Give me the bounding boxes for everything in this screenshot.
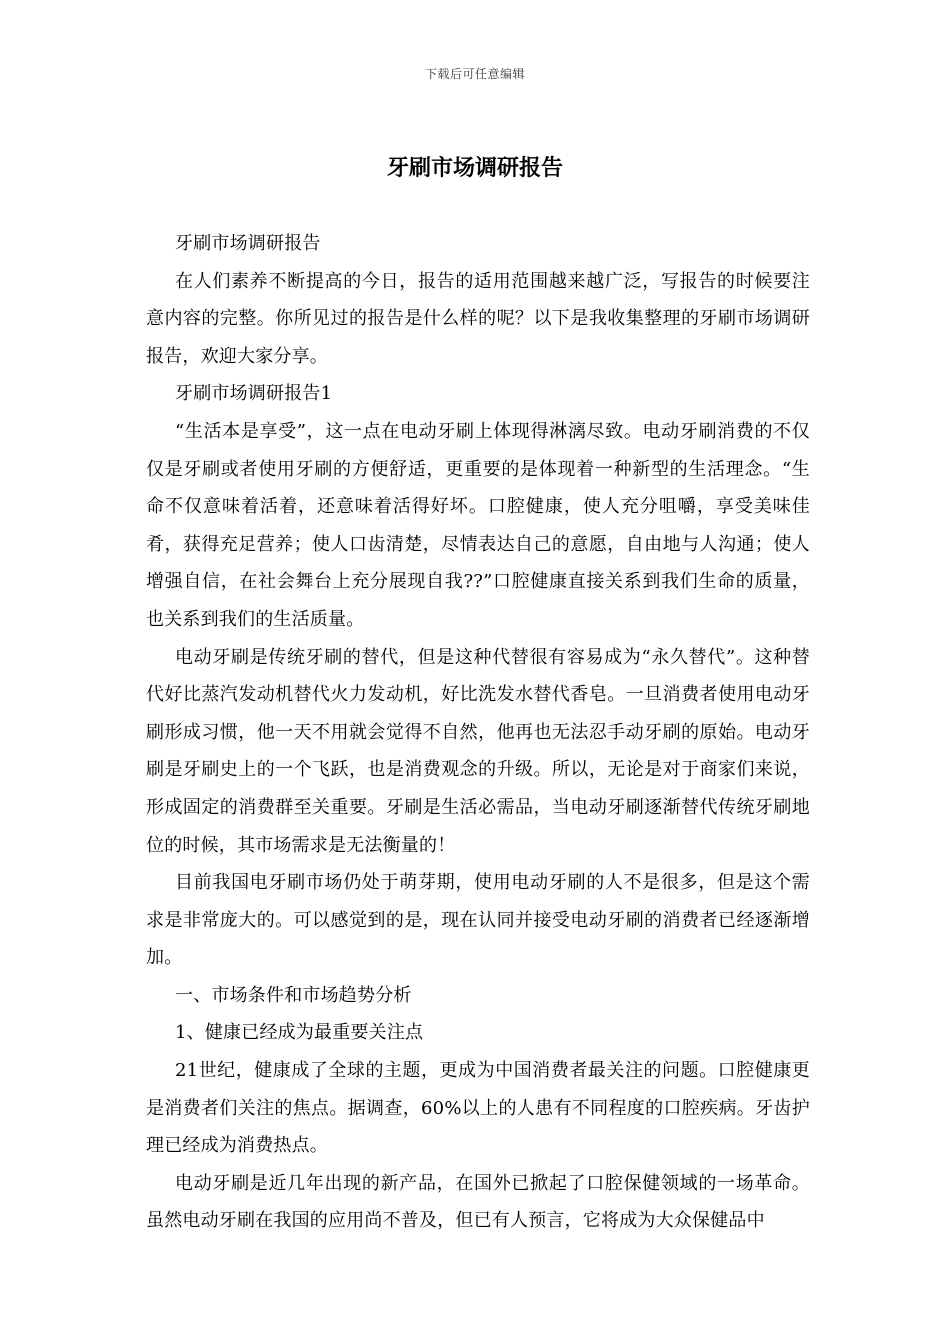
document-title: 牙刷市场调研报告 (386, 155, 563, 181)
paragraph-intro: 在人们素养不断提高的今日，报告的适用范围越来越广泛，写报告的时候要注意内容的完整。你所见过的报告是什么样的呢？以下是我收集整理的牙刷市场调研报告，欢迎大家分享。 (146, 270, 810, 367)
paragraph-body: 电动牙刷是近几年出现的新产品，在国外已掀起了口腔保健领域的一场革命。虽然电动牙刷在我国的应用尚不普及，但已有人预言，它将成为大众保健品中 (146, 1172, 810, 1232)
paragraph-section-heading: 牙刷市场调研报告1 (175, 383, 333, 405)
paragraph-body: 21世纪，健康成了全球的主题，更成为中国消费者最关注的问题。口腔健康更是消费者们关注的焦点。据调查，60%以上的人患有不同程度的口腔疾病。牙齿护理已经成为消费热点。 (146, 1060, 810, 1157)
paragraph-body: 电动牙刷是传统牙刷的替代，但是这种代替很有容易成为“永久替代”。这种替代好比蒸汽发动机替代火力发动机，好比洗发水替代香皂。一旦消费者使用电动牙刷形成习惯，他一天不用就会觉得不自然，他再也无法忍手动牙刷的原始。电动牙刷是牙刷史上的一个飞跃，也是消费观念的升级。所以，无论是对于商家们来说，形成固定的消费群至关重要。牙刷是生活必需品，当电动牙刷逐渐替代传统牙刷地位的时候，其市场需求是无法衡量的！ (146, 646, 810, 856)
paragraph-subsection-heading: 1、健康已经成为最重要关注点 (175, 1022, 424, 1044)
paragraph-body: 目前我国电牙刷市场仍处于萌芽期，使用电动牙刷的人不是很多，但是这个需求是非常庞大的。可以感觉到的是，现在认同并接受电动牙刷的消费者已经逐渐增加。 (146, 872, 810, 969)
paragraph-section-heading: 一、市场条件和市场趋势分析 (175, 984, 412, 1006)
page-header-note: 下载后可任意编辑 (424, 67, 525, 81)
paragraph-body: “生活本是享受”，这一点在电动牙刷上体现得淋漓尽致。电动牙刷消费的不仅仅是牙刷或者使用牙刷的方便舒适，更重要的是体现着一种新型的生活理念。“生命不仅意味着活着，还意味着活得好坏。口腔健康，使人充分咀嚼，享受美味佳肴，获得充足营养；使人口齿清楚，尽情表达自己的意愿，自由地与人沟通；使人增强自信，在社会舞台上充分展现自我??”口腔健康直接关系到我们生命的质量，也关系到我们的生活质量。 (146, 420, 810, 630)
paragraph-subtitle: 牙刷市场调研报告 (175, 233, 321, 254)
document-body (146, 225, 810, 1240)
